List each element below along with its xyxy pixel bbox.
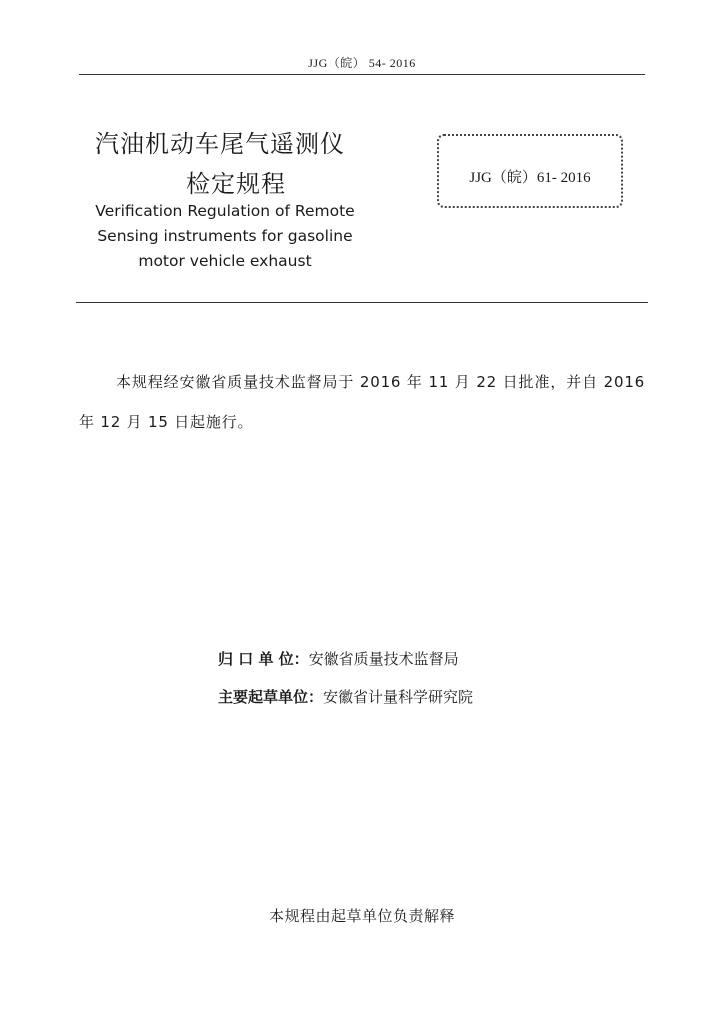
- responsible-unit-label: 归 口 单 位：: [218, 650, 309, 668]
- drafting-unit-line: [218, 686, 473, 707]
- drafting-unit-value: 安徽省计量科学研究院: [323, 688, 474, 706]
- title-english-line-3: motor vehicle exhaust: [138, 252, 312, 270]
- regulation-code: JJG（皖）61- 2016: [469, 170, 591, 186]
- approval-statement: 本规程经安徽省质量技术监督局于 2016 年 11 月 22 日批准，并自 2016 年 12 月 15 日起施行。: [79, 373, 645, 431]
- title-english-line-2: Sensing instruments for gasoline: [97, 227, 353, 245]
- interpretation-note: 本规程由起草单位负责解释: [268, 907, 455, 925]
- drafting-unit-label: 主要起草单位：: [218, 688, 324, 706]
- header-standard-code: JJG（皖） 54- 2016: [308, 56, 416, 70]
- title-chinese-line-1: 汽油机动车尾气遥测仪: [95, 130, 345, 158]
- responsible-unit-line: [218, 648, 459, 669]
- section-divider: [76, 302, 648, 303]
- title-chinese-line-2: 检定规程: [186, 170, 286, 198]
- regulation-code-box: [437, 134, 623, 208]
- header-divider: [79, 74, 645, 75]
- title-english: [80, 199, 370, 274]
- responsible-unit-value: 安徽省质量技术监督局: [308, 650, 459, 668]
- title-english-line-1: Verification Regulation of Remote: [95, 202, 355, 220]
